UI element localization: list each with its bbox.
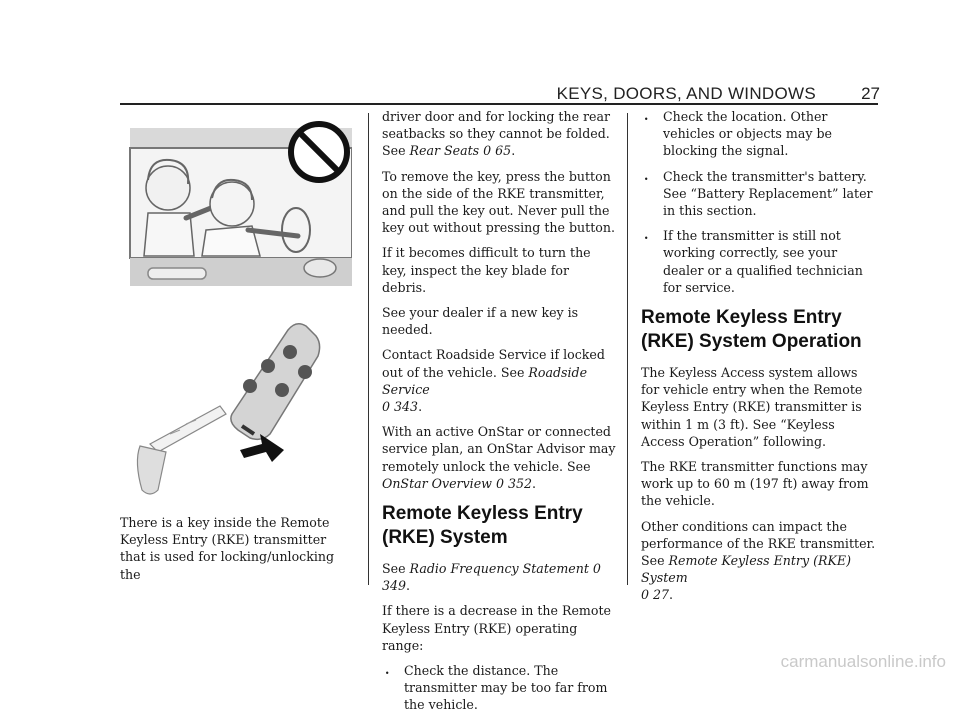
paragraph-onstar: With an active OnStar or connected service plan, an OnStar Advisor may remotely unlock the vehicle. See OnStar Overview 0 352. [382,424,616,491]
key-fob-and-key-blade-illustration [120,322,352,502]
column-3 [641,108,877,612]
children-in-vehicle-warning-illustration [120,118,352,296]
paragraph-range-decrease: If there is a decrease in the Remote Keyless Entry (RKE) operating range: [382,603,611,653]
bullet-mark: . [385,662,390,678]
paragraph-radio-frequency: See Radio Frequency Statement 0 349. [382,561,601,594]
link-rear-seats[interactable]: Rear Seats [409,143,480,159]
header-rule [120,103,878,105]
link-roadside-service[interactable]: Roadside Service [382,364,588,397]
link-radio-frequency-statement[interactable]: Radio Frequency Statement [409,561,589,577]
section-heading-rke-operation: Remote Keyless Entry (RKE) System Operation [641,307,862,353]
column-1 [120,514,354,591]
figure-caption-text: There is a key inside the Remote Keyless Entry (RKE) transmitter that is used for locking/unlocking the [120,515,335,582]
bullet-mark: . [644,227,649,243]
page-ref-343[interactable]: 0 343 [382,399,419,415]
column-2 [382,108,616,722]
list-item: . Check the distance. The transmitter may be too far from the vehicle. [385,662,608,713]
link-rke-system[interactable]: Remote Keyless Entry (RKE) System [641,553,851,586]
bullet-mark: . [644,108,649,123]
section-heading-rke-system: Remote Keyless Entry (RKE) System [382,503,583,549]
page-ref-65[interactable]: 0 65 [479,143,512,159]
page-ref-27[interactable]: 0 27 [641,587,670,603]
page-ref-349[interactable]: 0 349 [382,561,601,594]
paragraph-key-debris: If it becomes difficult to turn the key, inspect the key blade for debris. [382,245,591,295]
running-header-title: KEYS, DOORS, AND WINDOWS [556,84,816,103]
page-number: 27 [861,84,880,103]
column-divider-1 [368,113,369,585]
list-item: . Check the transmitter's battery. See “Battery Replacement” later in this section. [644,167,873,219]
watermark-text: carmanualsonline.info [780,652,946,671]
paragraph-remove-key: To remove the key, press the button on the side of the RKE transmitter, and pull the key out. Never pull the key out without pressing the button. [382,168,615,236]
paragraph-rear-seats: driver door and for locking the rear seatbacks so they cannot be folded. See Rear Seats 0 65. [382,109,611,159]
list-item: . Check the location. Other vehicles or objects may be blocking the signal. [644,108,832,159]
column-divider-2 [627,113,628,585]
paragraph-other-conditions: Other conditions can impact the performance of the RKE transmitter. See Remote Keyless Entry (RKE) System 0 27. [641,518,876,603]
paragraph-new-key: See your dealer if a new key is needed. [382,305,579,338]
link-onstar-overview[interactable]: OnStar Overview [382,475,492,491]
paragraph-range: The RKE transmitter functions may work up to 60 m (197 ft) away from the vehicle. [641,459,869,509]
bullet-mark: . [644,167,649,183]
page-ref-352[interactable]: 0 352 [491,475,533,491]
paragraph-keyless-access: The Keyless Access system allows for vehicle entry when the Remote Keyless Entry (RKE) transmitter is within 1 m (3 ft). See “Keyless Access Operation” following. [641,365,863,449]
list-item: . If the transmitter is still not working correctly, see your dealer or a qualified technician for service. [644,227,863,295]
paragraph-roadside: Contact Roadside Service if locked out of the vehicle. See Roadside Service 0 343. [382,347,605,415]
